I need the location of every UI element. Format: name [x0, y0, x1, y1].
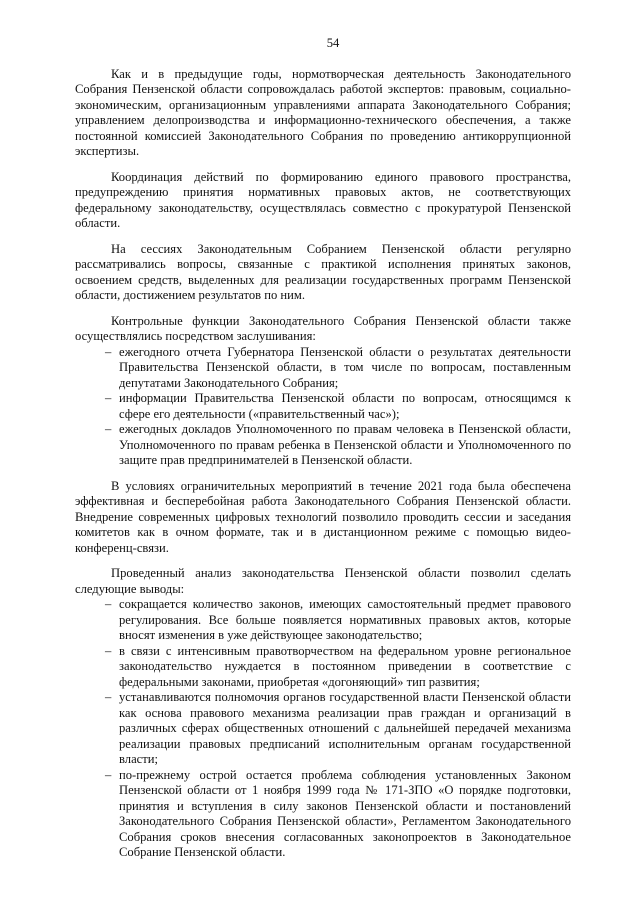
list-item: – в связи с интенсивным правотворчеством на федеральном уровне региональное законодательство нуждается в постоянном приведении в соответствие с федеральными законами, приобретая «догоняющий» тип развития; — [105, 643, 571, 689]
paragraph-sessions: На сессиях Законодательным Собранием Пензенской области регулярно рассматривались вопросы, связанные с практикой исполнения принятых законов, освоением средств, выделенных для реализации государственных программ Пензенской области, достижением результатов по ним. — [75, 241, 571, 302]
paragraph-experts: Как и в предыдущие годы, нормотворческая деятельность Законодательного Собрания Пензенской области сопровождалась работой экспертов: правовым, социально-экономическим, организационным управлениями аппарата Законодательного Собрания; управлением делопроизводства и информационно-технического обеспечения, а также постоянной комиссией Законодательного Собрания по проведению антикоррупционной экспертизы. — [75, 66, 571, 158]
control-functions-list — [75, 345, 571, 469]
dash-marker: – — [105, 767, 112, 782]
paragraph-analysis: Проведенный анализ законодательства Пензенской области позволил сделать следующие выводы: — [75, 566, 571, 596]
list-item: – сокращается количество законов, имеющих самостоятельный предмет правового регулирования. Все больше появляется нормативных правовых актов, которые вносят изменения в уже действующее законодательство; — [105, 597, 571, 642]
dash-marker: – — [105, 422, 112, 436]
paragraph-control-functions: Контрольные функции Законодательного Собрания Пензенской области также осуществлялись посредством заслушивания: — [75, 313, 571, 343]
list-item: – устанавливаются полномочия органов государственной власти Пензенской области как основа правового механизма реализации прав граждан и организаций в различных сферах общественных отношений с дальнейшей передачей механизма реализации правовых предписаний исполнительным органам государственной власти; — [105, 690, 571, 766]
page-number: 54 — [326, 36, 340, 50]
paragraph-coordination: Координация действий по формированию единого правового пространства, предупреждению принятия нормативных правовых актов, не соответствующих федеральному законодательству, осуществлялась совместно с прокуратурой Пензенской области. — [75, 169, 571, 230]
dash-marker: – — [105, 597, 112, 611]
dash-marker: – — [105, 643, 112, 658]
paragraph-restrictions: В условиях ограничительных мероприятий в течение 2021 года была обеспечена эффективная и бесперебойная работа Законодательного Собрания Пензенской области. Внедрение современных цифровых технологий позволило проводить сессии и заседания комитетов как в очном формате, так и в дистанционном режиме с помощью видео-конференц-связи. — [75, 478, 571, 555]
list-item: – ежегодных докладов Уполномоченного по правам человека в Пензенской области, Уполномоченного по правам ребенка в Пензенской области и Уполномоченного по защите прав предпринимателей в Пензенской области. — [105, 422, 571, 467]
list-item: – информации Правительства Пензенской области по вопросам, относящимся к сфере его деятельности («правительственный час»); — [105, 391, 571, 421]
document-page — [75, 36, 571, 871]
dash-marker: – — [105, 391, 112, 405]
dash-marker: – — [105, 344, 112, 359]
dash-marker: – — [105, 690, 112, 704]
list-item: – по-прежнему острой остается проблема соблюдения установленных Законом Пензенской области от 1 ноября 1999 года № 171-ЗПО «О порядке подготовки, принятия и вступления в силу законов Пензенской области и постановлений Законодательного Собрания Пензенской области», Регламентом Законодательного Собрания сроков внесения согласованных законопроектов в Законодательное Собрание Пензенской области. — [105, 767, 571, 859]
conclusions-list — [75, 597, 571, 861]
list-item: – ежегодного отчета Губернатора Пензенской области о результатах деятельности Правительства Пензенской области, в том числе по вопросам, поставленным депутатами Законодательного Собрания; — [105, 344, 571, 390]
